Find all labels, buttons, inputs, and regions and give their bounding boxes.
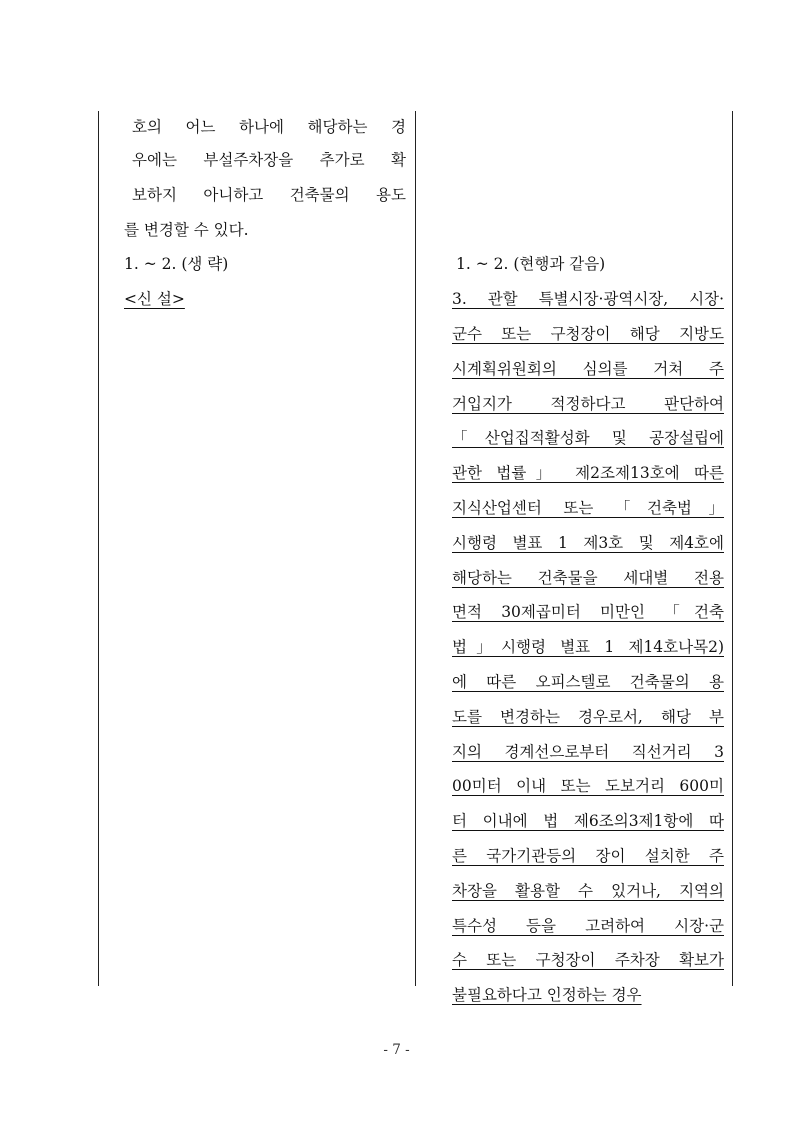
amended-blank-line — [452, 111, 724, 143]
new-item-line: 불필요하다고 인정하는 경우 — [452, 986, 642, 1005]
current-text-line: 를 변경할 수 있다. — [124, 220, 249, 239]
amended-text-column — [452, 111, 724, 1013]
new-item-line: 관한 법률」 제2조제13호에 따른 — [452, 464, 724, 483]
amended-blank-line — [452, 213, 724, 248]
new-item-line: 거입지가 적정하다고 판단하여 — [452, 394, 724, 413]
table-column-divider — [415, 111, 416, 986]
current-item-line: 1. ~ 2. (생 략) — [124, 255, 229, 274]
current-text-line: 보하지 아니하고 건축물의 용도 — [132, 185, 406, 204]
new-item-line: 른 국가기관등의 장이 설치한 주 — [452, 846, 724, 865]
current-text-line: 우에는 부설주차장을 추가로 확 — [132, 151, 406, 169]
new-item-line: 면적 30제곱미터 미만인 「건축 — [452, 603, 724, 622]
page-number: - 7 - — [383, 1042, 410, 1058]
comparison-table — [98, 111, 733, 1005]
new-item-line: 도를 변경하는 경우로서, 해당 부 — [452, 707, 724, 726]
new-clause-marker: <신 설> — [124, 290, 185, 309]
new-item-line: 「산업집적활성화 및 공장설립에 — [452, 429, 724, 448]
table-border-right — [732, 111, 733, 986]
new-item-line: 시행령 별표 1 제3호 및 제4호에 — [452, 533, 724, 552]
new-item-line: 수 또는 구청장이 주차장 확보가 — [452, 951, 724, 970]
new-item-line: 군수 또는 구청장이 해당 지방도 — [452, 324, 724, 343]
amended-blank-line — [452, 178, 724, 213]
new-item-line: 지식산업센터 또는 「건축법」 — [452, 498, 724, 517]
amended-item-line: 1. ~ 2. (현행과 같음) — [456, 255, 606, 274]
new-item-line: 터 이내에 법 제6조의3제1항에 따 — [452, 812, 724, 831]
new-item-line: 법」시행령 별표 1 제14호나목2) — [452, 638, 724, 657]
new-item-line: 지의 경계선으로부터 직선거리 3 — [452, 742, 724, 761]
table-border-left — [98, 111, 99, 986]
new-item-line: 3. 관할 특별시장·광역시장, 시장· — [452, 290, 724, 309]
new-item-line: 에 따른 오피스텔로 건축물의 용 — [452, 672, 724, 691]
new-item-line: 00미터 이내 또는 도보거리 600미 — [452, 777, 724, 796]
new-item-line: 해당하는 건축물을 세대별 전용 — [452, 568, 724, 587]
amended-blank-line — [452, 143, 724, 178]
current-text-line: 호의 어느 하나에 해당하는 경 — [132, 118, 406, 136]
new-item-line: 시계획위원회의 심의를 거쳐 주 — [452, 359, 724, 378]
current-text-column — [124, 111, 406, 317]
new-item-line: 차장을 활용할 수 있거나, 지역의 — [452, 881, 724, 900]
new-item-3 — [452, 282, 724, 1013]
new-item-line: 특수성 등을 고려하여 시장·군 — [452, 916, 724, 935]
